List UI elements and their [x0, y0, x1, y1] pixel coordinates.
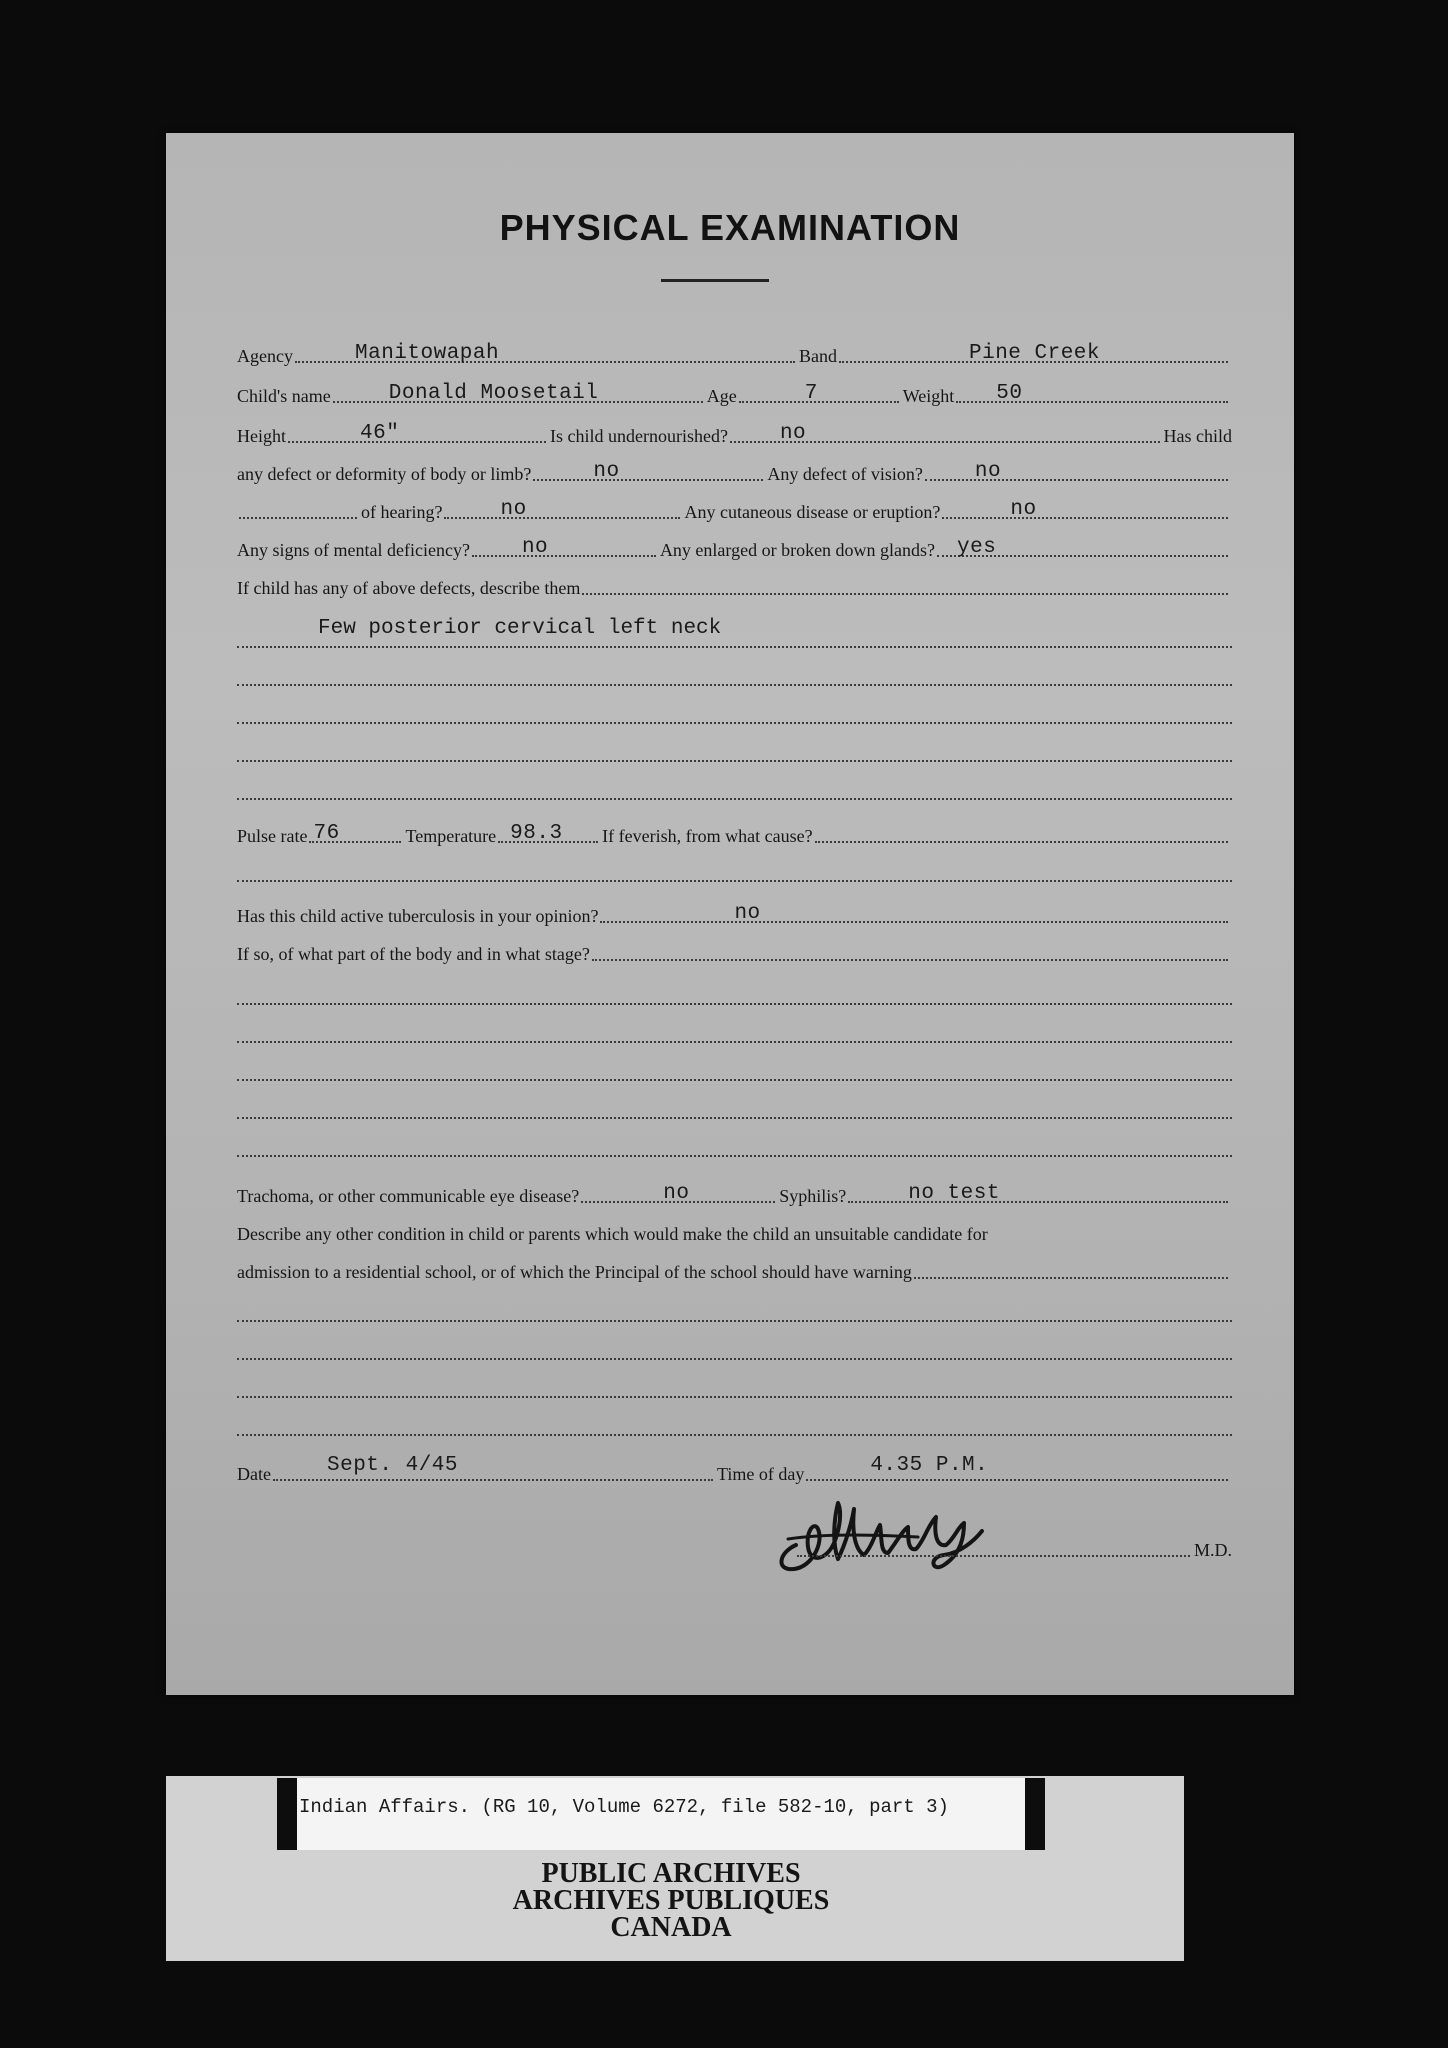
feverish-field [815, 815, 1228, 843]
cutaneous-field [942, 491, 1228, 519]
tb-line-3 [237, 1079, 1232, 1081]
temperature-value: 98.3 [510, 822, 563, 845]
hearing-value: no [500, 498, 527, 521]
glands-label: Any enlarged or broken down glands? [659, 540, 936, 560]
row-trachoma [237, 1177, 1232, 1209]
other-line-2 [237, 1358, 1232, 1360]
pulse-label: Pulse rate [237, 826, 308, 846]
row-other-2 [237, 1253, 1232, 1285]
other-conditions-label-1: Describe any other condition in child or parents which would make the child an unsuitable candidate for [237, 1224, 988, 1244]
stamp-line-3: CANADA [610, 1912, 732, 1943]
temperature-field [498, 815, 598, 843]
weight-field [956, 375, 1228, 403]
pulse-value: 76 [313, 822, 340, 845]
tb-line-4 [237, 1117, 1232, 1119]
row-pulse [237, 817, 1232, 849]
tb-value: no [734, 902, 761, 925]
age-label: Age [706, 386, 737, 406]
row-tb [237, 897, 1232, 929]
defects-label-leader [582, 567, 1228, 595]
band-value: Pine Creek [968, 342, 1101, 365]
deformity-label: any defect or deformity of body or limb? [237, 464, 532, 484]
weight-label: Weight [902, 386, 955, 406]
tb-label: Has this child active tuberculosis in your opinion? [237, 906, 599, 926]
vision-label: Any defect of vision? [767, 464, 923, 484]
hearing-label: of hearing? [361, 502, 443, 522]
row-date [237, 1455, 1232, 1487]
syphilis-label: Syphilis? [779, 1186, 847, 1206]
defects-line-1 [237, 646, 1232, 648]
deformity-field [533, 453, 763, 481]
band-label: Band [798, 346, 837, 366]
other-line-1 [237, 1320, 1232, 1322]
tb-field [600, 895, 1228, 923]
age-value: 7 [804, 382, 818, 405]
trachoma-label: Trachoma, or other communicable eye disease? [237, 1186, 580, 1206]
child-name-field [333, 375, 703, 403]
other-conditions-label-2: admission to a residential school, or of which the Principal of the school should have warning [237, 1262, 912, 1282]
row-md [237, 1531, 1232, 1563]
row-hearing [237, 493, 1232, 525]
date-value: Sept. 4/45 [326, 1454, 459, 1477]
stamp-line-2: ARCHIVES PUBLIQUES [512, 1885, 830, 1916]
syphilis-value: no test [908, 1182, 1000, 1205]
glands-value: yes [957, 536, 997, 559]
hearing-leader [239, 491, 357, 519]
title-underline [661, 279, 769, 282]
feverish-line [237, 880, 1232, 882]
row-tb-part [237, 935, 1232, 967]
form-title: PHYSICAL EXAMINATION [499, 207, 961, 248]
band-field [839, 335, 1228, 363]
height-label: Height [237, 426, 286, 446]
glands-field [937, 529, 1228, 557]
md-label: M.D. [1193, 1540, 1232, 1560]
defects-line-3 [237, 722, 1232, 724]
other-line-3 [237, 1396, 1232, 1398]
mental-value: no [521, 536, 549, 559]
stamp-line-1: PUBLIC ARCHIVES [541, 1858, 801, 1889]
undernourished-label: Is child undernourished? [550, 426, 728, 446]
tb-part-label: If so, of what part of the body and in what stage? [237, 944, 590, 964]
deformity-value: no [593, 460, 620, 483]
row-child [237, 377, 1232, 409]
has-child-label: Has child [1163, 426, 1232, 446]
cutaneous-label: Any cutaneous disease or eruption? [684, 502, 941, 522]
trachoma-value: no [663, 1182, 690, 1205]
defects-line-5 [237, 798, 1232, 800]
defects-line-4 [237, 760, 1232, 762]
row-mental [237, 531, 1232, 563]
mental-label: Any signs of mental deficiency? [237, 540, 470, 560]
temperature-label: Temperature [405, 826, 497, 846]
defects-value: Few posterior cervical left neck [318, 617, 722, 640]
tb-line-5 [237, 1155, 1232, 1157]
tb-line-1 [237, 1003, 1232, 1005]
tb-part-field [592, 933, 1228, 961]
trachoma-field [581, 1175, 775, 1203]
physician-signature [768, 1473, 998, 1583]
examination-form [166, 133, 1294, 1695]
defects-label: If child has any of above defects, describe them [237, 578, 581, 598]
mental-field [472, 529, 656, 557]
md-field [797, 1529, 1190, 1557]
row-height [237, 417, 1232, 449]
height-value: 46" [360, 422, 400, 445]
age-field [739, 375, 899, 403]
feverish-label: If feverish, from what cause? [602, 826, 813, 846]
tb-line-2 [237, 1041, 1232, 1043]
syphilis-field [848, 1175, 1228, 1203]
weight-value: 50 [996, 382, 1023, 405]
row-other-1 [237, 1215, 1232, 1247]
row-deformity [237, 455, 1232, 487]
cutaneous-value: no [1010, 498, 1037, 521]
time-label: Time of day [716, 1464, 805, 1484]
agency-label: Agency [237, 346, 293, 366]
child-name-value: Donald Moosetail [388, 382, 599, 405]
row-defects-label [237, 569, 1232, 601]
row-agency [237, 337, 1232, 369]
time-value: 4.35 P.M. [870, 1454, 989, 1477]
undernourished-value: no [779, 422, 807, 445]
other-conditions-leader [914, 1251, 1228, 1279]
child-name-label: Child's name [237, 386, 331, 406]
pulse-field [309, 815, 401, 843]
agency-field [295, 335, 795, 363]
other-line-4 [237, 1434, 1232, 1436]
date-label: Date [237, 1464, 271, 1484]
undernourished-field [730, 415, 1160, 443]
defects-line-2 [237, 684, 1232, 686]
agency-value: Manitowapah [354, 342, 500, 365]
archive-reference: Indian Affairs. (RG 10, Volume 6272, file 582-10, part 3) [277, 1778, 1045, 1850]
vision-field [925, 453, 1228, 481]
date-field [273, 1453, 713, 1481]
hearing-field [444, 491, 680, 519]
vision-value: no [974, 460, 1002, 483]
archive-stamp [296, 1860, 1046, 1941]
height-field [288, 415, 546, 443]
